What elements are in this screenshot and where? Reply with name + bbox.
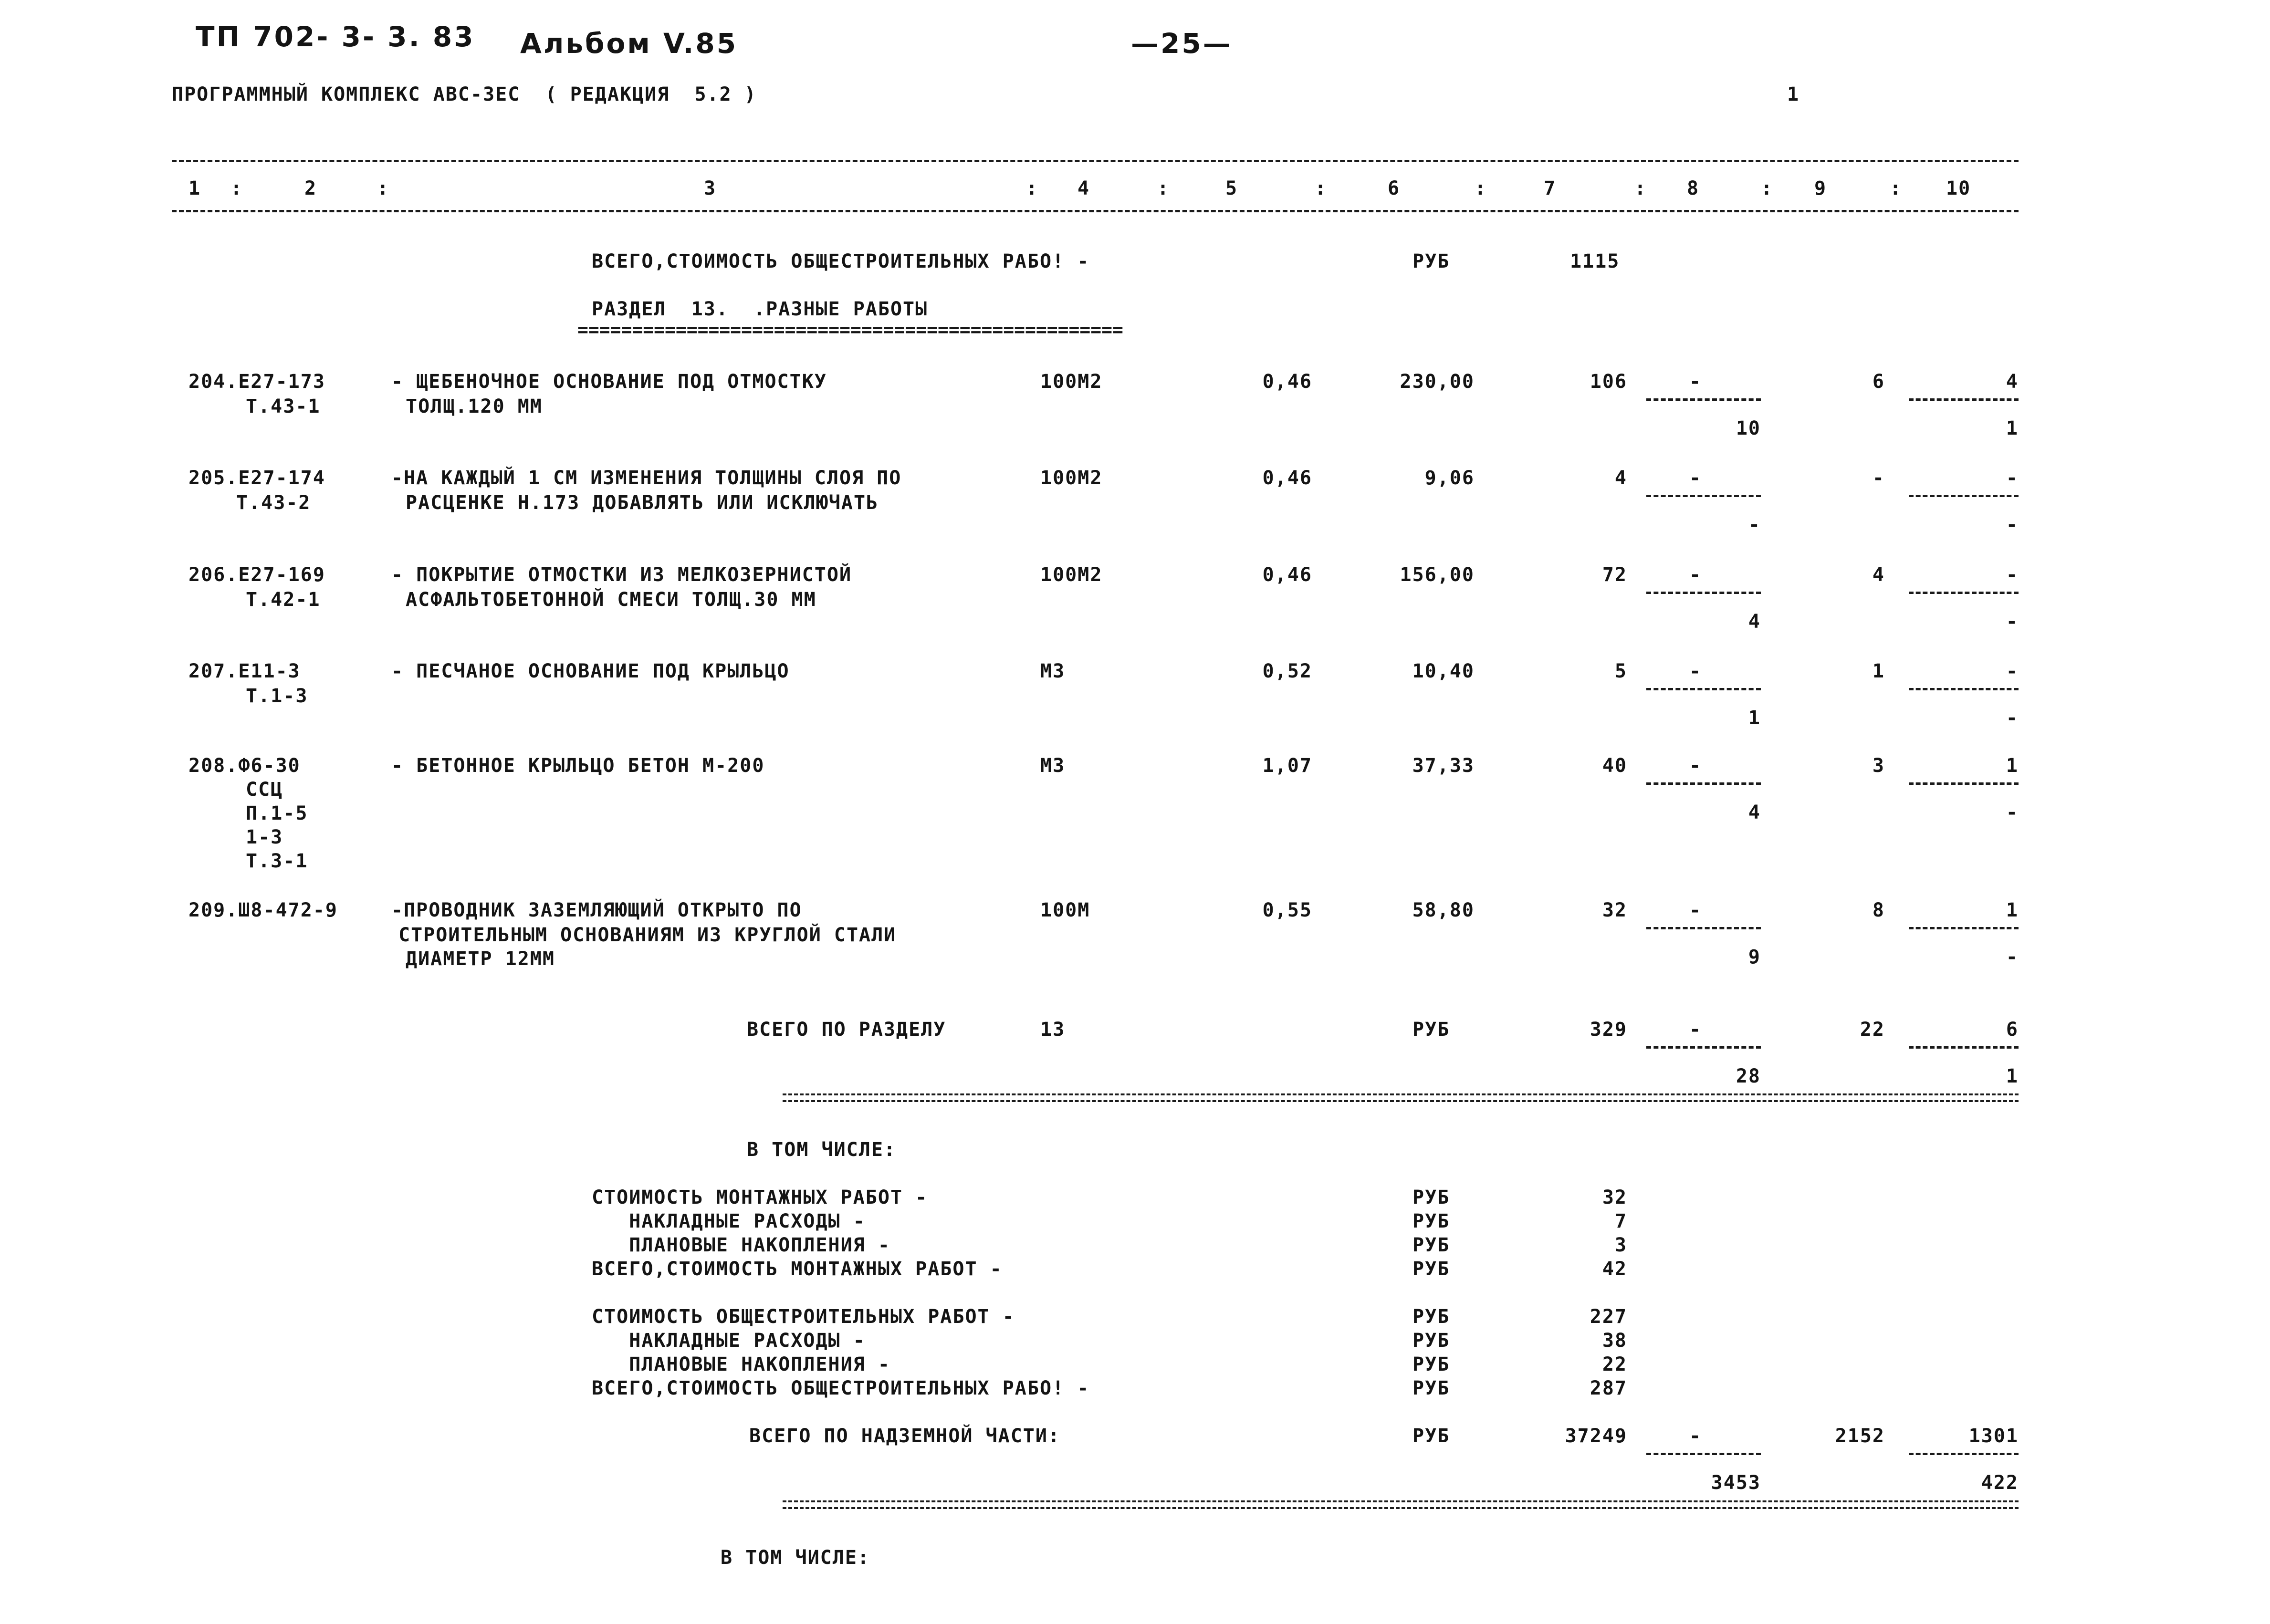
breakdown-label: ВСЕГО,СТОИМОСТЬ ОБЩЕСТРОИТЕЛЬНЫХ РАБО! -	[592, 1377, 1090, 1399]
row-col10: -	[2006, 467, 2019, 489]
fraction-line	[1646, 1046, 1761, 1049]
row-cost: 32	[1602, 899, 1627, 921]
row-col8-sub: 9	[1748, 946, 1761, 968]
fraction-line	[1909, 927, 2019, 929]
row-col9: -	[1872, 467, 1885, 489]
fraction-line	[1909, 1453, 2019, 1455]
col-9: 9	[1814, 177, 1827, 199]
row-price: 37,33	[1412, 755, 1475, 777]
row-unit: 100М	[1040, 899, 1090, 921]
row-text: - ПЕСЧАНОЕ ОСНОВАНИЕ ПОД КРЫЛЬЦО	[391, 660, 790, 682]
row-col8: -	[1689, 371, 1702, 393]
row-col8: -	[1689, 755, 1702, 777]
section-total-cost: 329	[1590, 1019, 1627, 1041]
col-2: 2	[304, 177, 317, 199]
fraction-line	[1909, 1046, 2019, 1049]
section-total-col9: 22	[1860, 1019, 1885, 1041]
row-code: 1-3	[246, 826, 283, 848]
section-title: РАЗДЕЛ 13. .РАЗНЫЕ РАБОТЫ	[592, 298, 928, 320]
breakdown-value: 3	[1614, 1234, 1627, 1256]
row-unit: М3	[1040, 660, 1066, 682]
breakdown-unit: РУБ	[1412, 1187, 1450, 1208]
prev-total-value: 1115	[1570, 250, 1620, 272]
breakdown-value: 227	[1590, 1306, 1627, 1328]
fraction-line	[1646, 398, 1761, 401]
row-unit: 100М2	[1040, 564, 1103, 586]
row-code: Т.42-1	[246, 589, 321, 611]
row-col10: -	[2006, 564, 2019, 586]
section-total-col10-sub: 1	[2006, 1065, 2019, 1087]
fraction-line	[1646, 1453, 1761, 1455]
grand-total-col8: -	[1689, 1425, 1702, 1447]
col-separator: :	[1761, 177, 1774, 199]
row-price: 9,06	[1424, 467, 1475, 489]
sheet-number: 1	[1787, 83, 1800, 105]
grand-total-col9: 2152	[1835, 1425, 1885, 1447]
row-col9: 6	[1872, 371, 1885, 393]
row-cost: 72	[1602, 564, 1627, 586]
row-cost: 4	[1614, 467, 1627, 489]
row-price: 156,00	[1400, 564, 1475, 586]
col-separator: :	[377, 177, 390, 199]
row-text: АСФАЛЬТОБЕТОННОЙ СМЕСИ ТОЛЩ.30 ММ	[406, 589, 816, 611]
breakdown-label: СТОИМОСТЬ МОНТАЖНЫХ РАБОТ -	[592, 1187, 928, 1208]
row-code: П.1-5	[246, 802, 308, 824]
header-top-rule	[172, 160, 2019, 162]
row-text: - ЩЕБЕНОЧНОЕ ОСНОВАНИЕ ПОД ОТМОСТКУ	[391, 371, 827, 393]
fraction-line	[1646, 782, 1761, 785]
col-4: 4	[1077, 177, 1090, 199]
breakdown-unit: РУБ	[1412, 1258, 1450, 1280]
row-qty: 0,46	[1262, 371, 1312, 393]
row-code: 205.Е27-174	[188, 467, 325, 489]
row-col9: 8	[1872, 899, 1885, 921]
row-qty: 0,55	[1262, 899, 1312, 921]
row-qty: 0,52	[1262, 660, 1312, 682]
section-total-unit: РУБ	[1412, 1019, 1450, 1041]
fraction-line	[1646, 495, 1761, 497]
row-unit: М3	[1040, 755, 1066, 777]
row-text: -НА КАЖДЫЙ 1 СМ ИЗМЕНЕНИЯ ТОЛЩИНЫ СЛОЯ ПО	[391, 467, 902, 489]
col-1: 1	[188, 177, 201, 199]
row-col8-sub: 4	[1748, 611, 1761, 633]
breakdown-label: ВСЕГО,СТОИМОСТЬ МОНТАЖНЫХ РАБОТ -	[592, 1258, 1003, 1280]
grand-total-cost: 37249	[1565, 1425, 1627, 1447]
grand-total-unit: РУБ	[1412, 1425, 1450, 1447]
row-code: 206.Е27-169	[188, 564, 325, 586]
grand-total-label: ВСЕГО ПО НАДЗЕМНОЙ ЧАСТИ:	[749, 1425, 1061, 1447]
row-price: 10,40	[1412, 660, 1475, 682]
row-text: - БЕТОННОЕ КРЫЛЬЦО БЕТОН М-200	[391, 755, 765, 777]
fraction-line	[1909, 398, 2019, 401]
prev-total-unit: РУБ	[1412, 250, 1450, 272]
breakdown-unit: РУБ	[1412, 1210, 1450, 1232]
breakdown-label: НАКЛАДНЫЕ РАСХОДЫ -	[592, 1210, 866, 1232]
row-qty: 0,46	[1262, 467, 1312, 489]
fraction-line	[1909, 495, 2019, 497]
prev-total-label: ВСЕГО,СТОИМОСТЬ ОБЩЕСТРОИТЕЛЬНЫХ РАБО! -	[592, 250, 1090, 272]
including-label: В ТОМ ЧИСЛЕ:	[747, 1139, 896, 1161]
col-separator: :	[1890, 177, 1903, 199]
col-separator: :	[1634, 177, 1647, 199]
col-separator: :	[1157, 177, 1170, 199]
col-separator: :	[1026, 177, 1039, 199]
row-code: 204.Е27-173	[188, 371, 325, 393]
row-qty: 0,46	[1262, 564, 1312, 586]
breakdown-value: 42	[1602, 1258, 1627, 1280]
row-code: Т.43-1	[246, 396, 321, 417]
page-number: —25—	[1131, 27, 1233, 60]
row-code: Т.3-1	[246, 850, 308, 872]
row-col8-sub: 10	[1736, 417, 1761, 439]
section-total-col8-sub: 28	[1736, 1065, 1761, 1087]
row-qty: 1,07	[1262, 755, 1312, 777]
breakdown-label: НАКЛАДНЫЕ РАСХОДЫ -	[592, 1330, 866, 1352]
section-total-rule	[783, 1093, 2019, 1102]
row-col8: -	[1689, 899, 1702, 921]
fraction-line	[1646, 688, 1761, 690]
row-price: 58,80	[1412, 899, 1475, 921]
fraction-line	[1909, 592, 2019, 594]
breakdown-unit: РУБ	[1412, 1377, 1450, 1399]
row-unit: 100М2	[1040, 371, 1103, 393]
fraction-line	[1646, 927, 1761, 929]
row-code: 209.Ш8-472-9	[188, 899, 338, 921]
header-bottom-rule	[172, 210, 2019, 212]
section-total-label: ВСЕГО ПО РАЗДЕЛУ	[747, 1019, 946, 1041]
row-col8: -	[1689, 660, 1702, 682]
row-col10-sub: -	[2006, 611, 2019, 633]
row-col9: 1	[1872, 660, 1885, 682]
row-code: Т.1-3	[246, 685, 308, 707]
row-col10-sub: -	[2006, 514, 2019, 536]
row-col10-sub: -	[2006, 802, 2019, 823]
grand-total-col8-sub: 3453	[1711, 1472, 1761, 1494]
breakdown-label: ПЛАНОВЫЕ НАКОПЛЕНИЯ -	[592, 1234, 890, 1256]
section-underline: ==================================================	[577, 319, 1123, 340]
row-col8-sub: 4	[1748, 802, 1761, 823]
row-text: - ПОКРЫТИЕ ОТМОСТКИ ИЗ МЕЛКОЗЕРНИСТОЙ	[391, 564, 852, 586]
row-code: 207.Е11-3	[188, 660, 301, 682]
grand-total-col10-sub: 422	[1981, 1472, 2019, 1494]
grand-total-rule	[783, 1500, 2019, 1509]
breakdown-value: 22	[1602, 1353, 1627, 1375]
program-title: ПРОГРАММНЫЙ КОМПЛЕКС АВС-ЗЕС ( РЕДАКЦИЯ 5.2 )	[172, 83, 757, 105]
row-col8-sub: 1	[1748, 707, 1761, 729]
section-total-col8: -	[1689, 1019, 1702, 1041]
breakdown-unit: РУБ	[1412, 1330, 1450, 1352]
col-separator: :	[230, 177, 243, 199]
grand-total-col10: 1301	[1968, 1425, 2019, 1447]
row-col8: -	[1689, 564, 1702, 586]
row-cost: 5	[1614, 660, 1627, 682]
row-col10: 1	[2006, 755, 2019, 777]
breakdown-value: 38	[1602, 1330, 1627, 1352]
row-text: ТОЛЩ.120 ММ	[406, 396, 543, 417]
col-7: 7	[1544, 177, 1557, 199]
col-10: 10	[1946, 177, 1971, 199]
row-cost: 40	[1602, 755, 1627, 777]
breakdown-unit: РУБ	[1412, 1353, 1450, 1375]
breakdown-value: 287	[1590, 1377, 1627, 1399]
section-total-number: 13	[1040, 1019, 1066, 1041]
breakdown-unit: РУБ	[1412, 1234, 1450, 1256]
row-code: Т.43-2	[236, 492, 311, 514]
project-code: ТП 702- 3- 3. 83	[196, 21, 475, 53]
row-col10: 4	[2006, 371, 2019, 393]
row-text: ДИАМЕТР 12ММ	[406, 948, 555, 970]
breakdown-label: СТОИМОСТЬ ОБЩЕСТРОИТЕЛЬНЫХ РАБОТ -	[592, 1306, 1015, 1328]
fraction-line	[1909, 782, 2019, 785]
col-3: 3	[704, 177, 717, 199]
row-col8: -	[1689, 467, 1702, 489]
col-separator: :	[1315, 177, 1328, 199]
row-text: РАСЦЕНКЕ Н.173 ДОБАВЛЯТЬ ИЛИ ИСКЛЮЧАТЬ	[406, 492, 879, 514]
row-cost: 106	[1590, 371, 1627, 393]
row-col10-sub: 1	[2006, 417, 2019, 439]
row-unit: 100М2	[1040, 467, 1103, 489]
col-8: 8	[1687, 177, 1700, 199]
col-5: 5	[1225, 177, 1238, 199]
fraction-line	[1646, 592, 1761, 594]
breakdown-value: 7	[1614, 1210, 1627, 1232]
section-total-col10: 6	[2006, 1019, 2019, 1041]
row-col10-sub: -	[2006, 707, 2019, 729]
row-col10: 1	[2006, 899, 2019, 921]
row-col10: -	[2006, 660, 2019, 682]
row-col9: 4	[1872, 564, 1885, 586]
row-text: СТРОИТЕЛЬНЫМ ОСНОВАНИЯМ ИЗ КРУГЛОЙ СТАЛИ	[398, 924, 897, 946]
row-col10-sub: -	[2006, 946, 2019, 968]
breakdown-label: ПЛАНОВЫЕ НАКОПЛЕНИЯ -	[592, 1353, 890, 1375]
row-text: -ПРОВОДНИК ЗАЗЕМЛЯЮЩИЙ ОТКРЫТО ПО	[391, 899, 802, 921]
row-col9: 3	[1872, 755, 1885, 777]
row-col8-sub: -	[1748, 514, 1761, 536]
breakdown-value: 32	[1602, 1187, 1627, 1208]
album-label: Альбом V.85	[520, 27, 738, 60]
col-separator: :	[1475, 177, 1487, 199]
col-6: 6	[1388, 177, 1401, 199]
row-code: ССЦ	[246, 779, 283, 801]
row-price: 230,00	[1400, 371, 1475, 393]
including-label-2: В ТОМ ЧИСЛЕ:	[721, 1547, 870, 1569]
breakdown-unit: РУБ	[1412, 1306, 1450, 1328]
fraction-line	[1909, 688, 2019, 690]
row-code: 208.Ф6-30	[188, 755, 301, 777]
